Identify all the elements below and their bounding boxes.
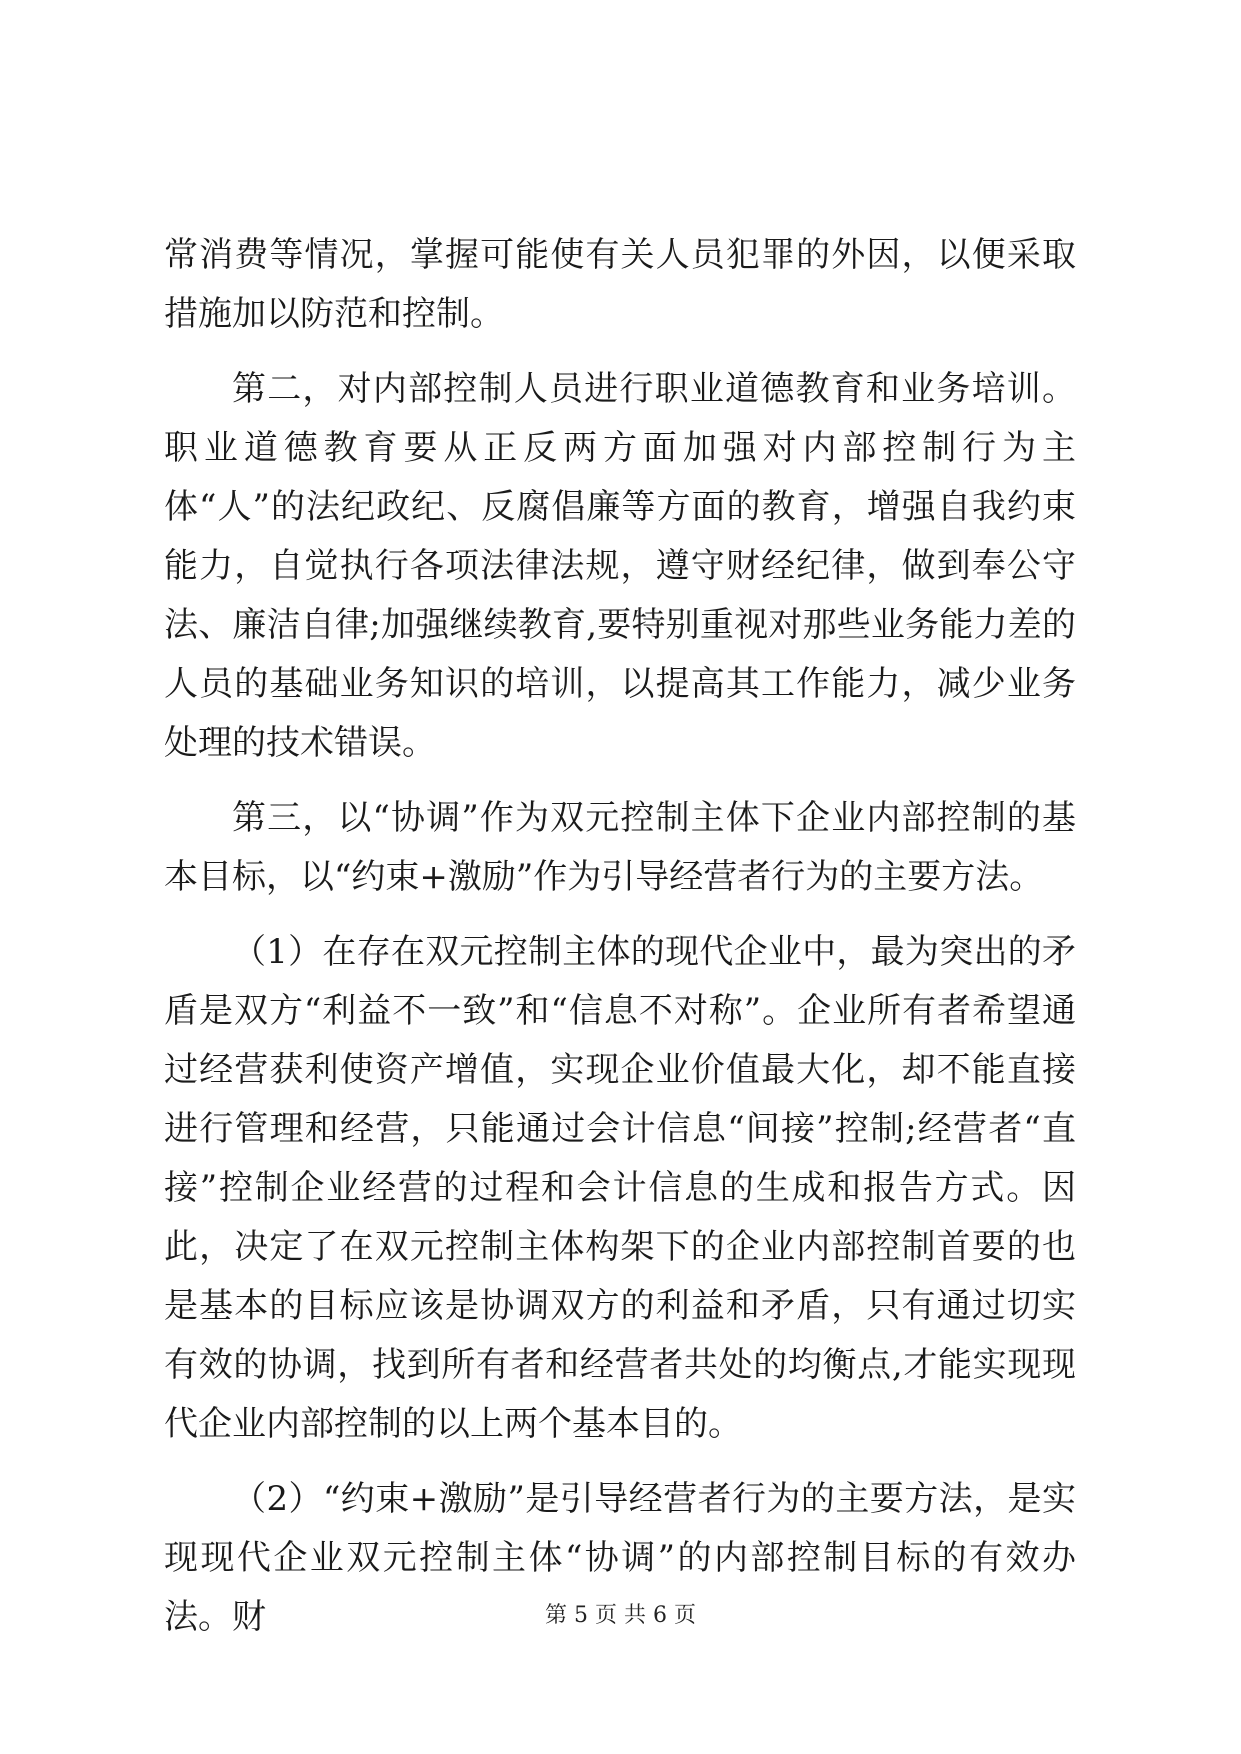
page-number-footer: 第 5 页 共 6 页 — [545, 1603, 696, 1628]
paragraph-continuation: 常消费等情况，掌握可能使有关人员犯罪的外因，以便采取措施加以防范和控制。 — [164, 235, 1076, 334]
paragraph-sub-point-1: （1）在存在双元控制主体的现代企业中，最为突出的矛盾是双方“利益不一致”和“信息不对称”。企业所有者希望通过经营获利使资产增值，实现企业价值最大化，却不能直接进行管理和经营，只能通过会计信息“间接”控制;经营者“直接”控制企业经营的过程和会计信息的生成和报告方式。因此，决定了在双元控制主体构架下的企业内部控制首要的也是基本的目标应该是协调双方的利益和矛盾，只有通过切实有效的协调，找到所有者和经营者共处的均衡点,才能实现现代企业内部控制的以上两个基本目的。 — [164, 932, 1076, 1444]
paragraph-third-point: 第三，以“协调”作为双元控制主体下企业内部控制的基本目标，以“约束+激励”作为引导经营者行为的主要方法。 — [164, 798, 1076, 897]
paragraph-sub-point-2: （2）“约束+激励”是引导经营者行为的主要方法，是实现现代企业双元控制主体“协调”的内部控制目标的有效办法。财 — [164, 1479, 1076, 1637]
document-body — [164, 226, 1076, 1647]
paragraph-second-point: 第二，对内部控制人员进行职业道德教育和业务培训。职业道德教育要从正反两方面加强对内部控制行为主体“人”的法纪政纪、反腐倡廉等方面的教育，增强自我约束能力，自觉执行各项法律法规，遵守财经纪律，做到奉公守法、廉洁自律;加强继续教育,要特别重视对那些业务能力差的人员的基础业务知识的培训，以提高其工作能力，减少业务处理的技术错误。 — [164, 369, 1076, 763]
